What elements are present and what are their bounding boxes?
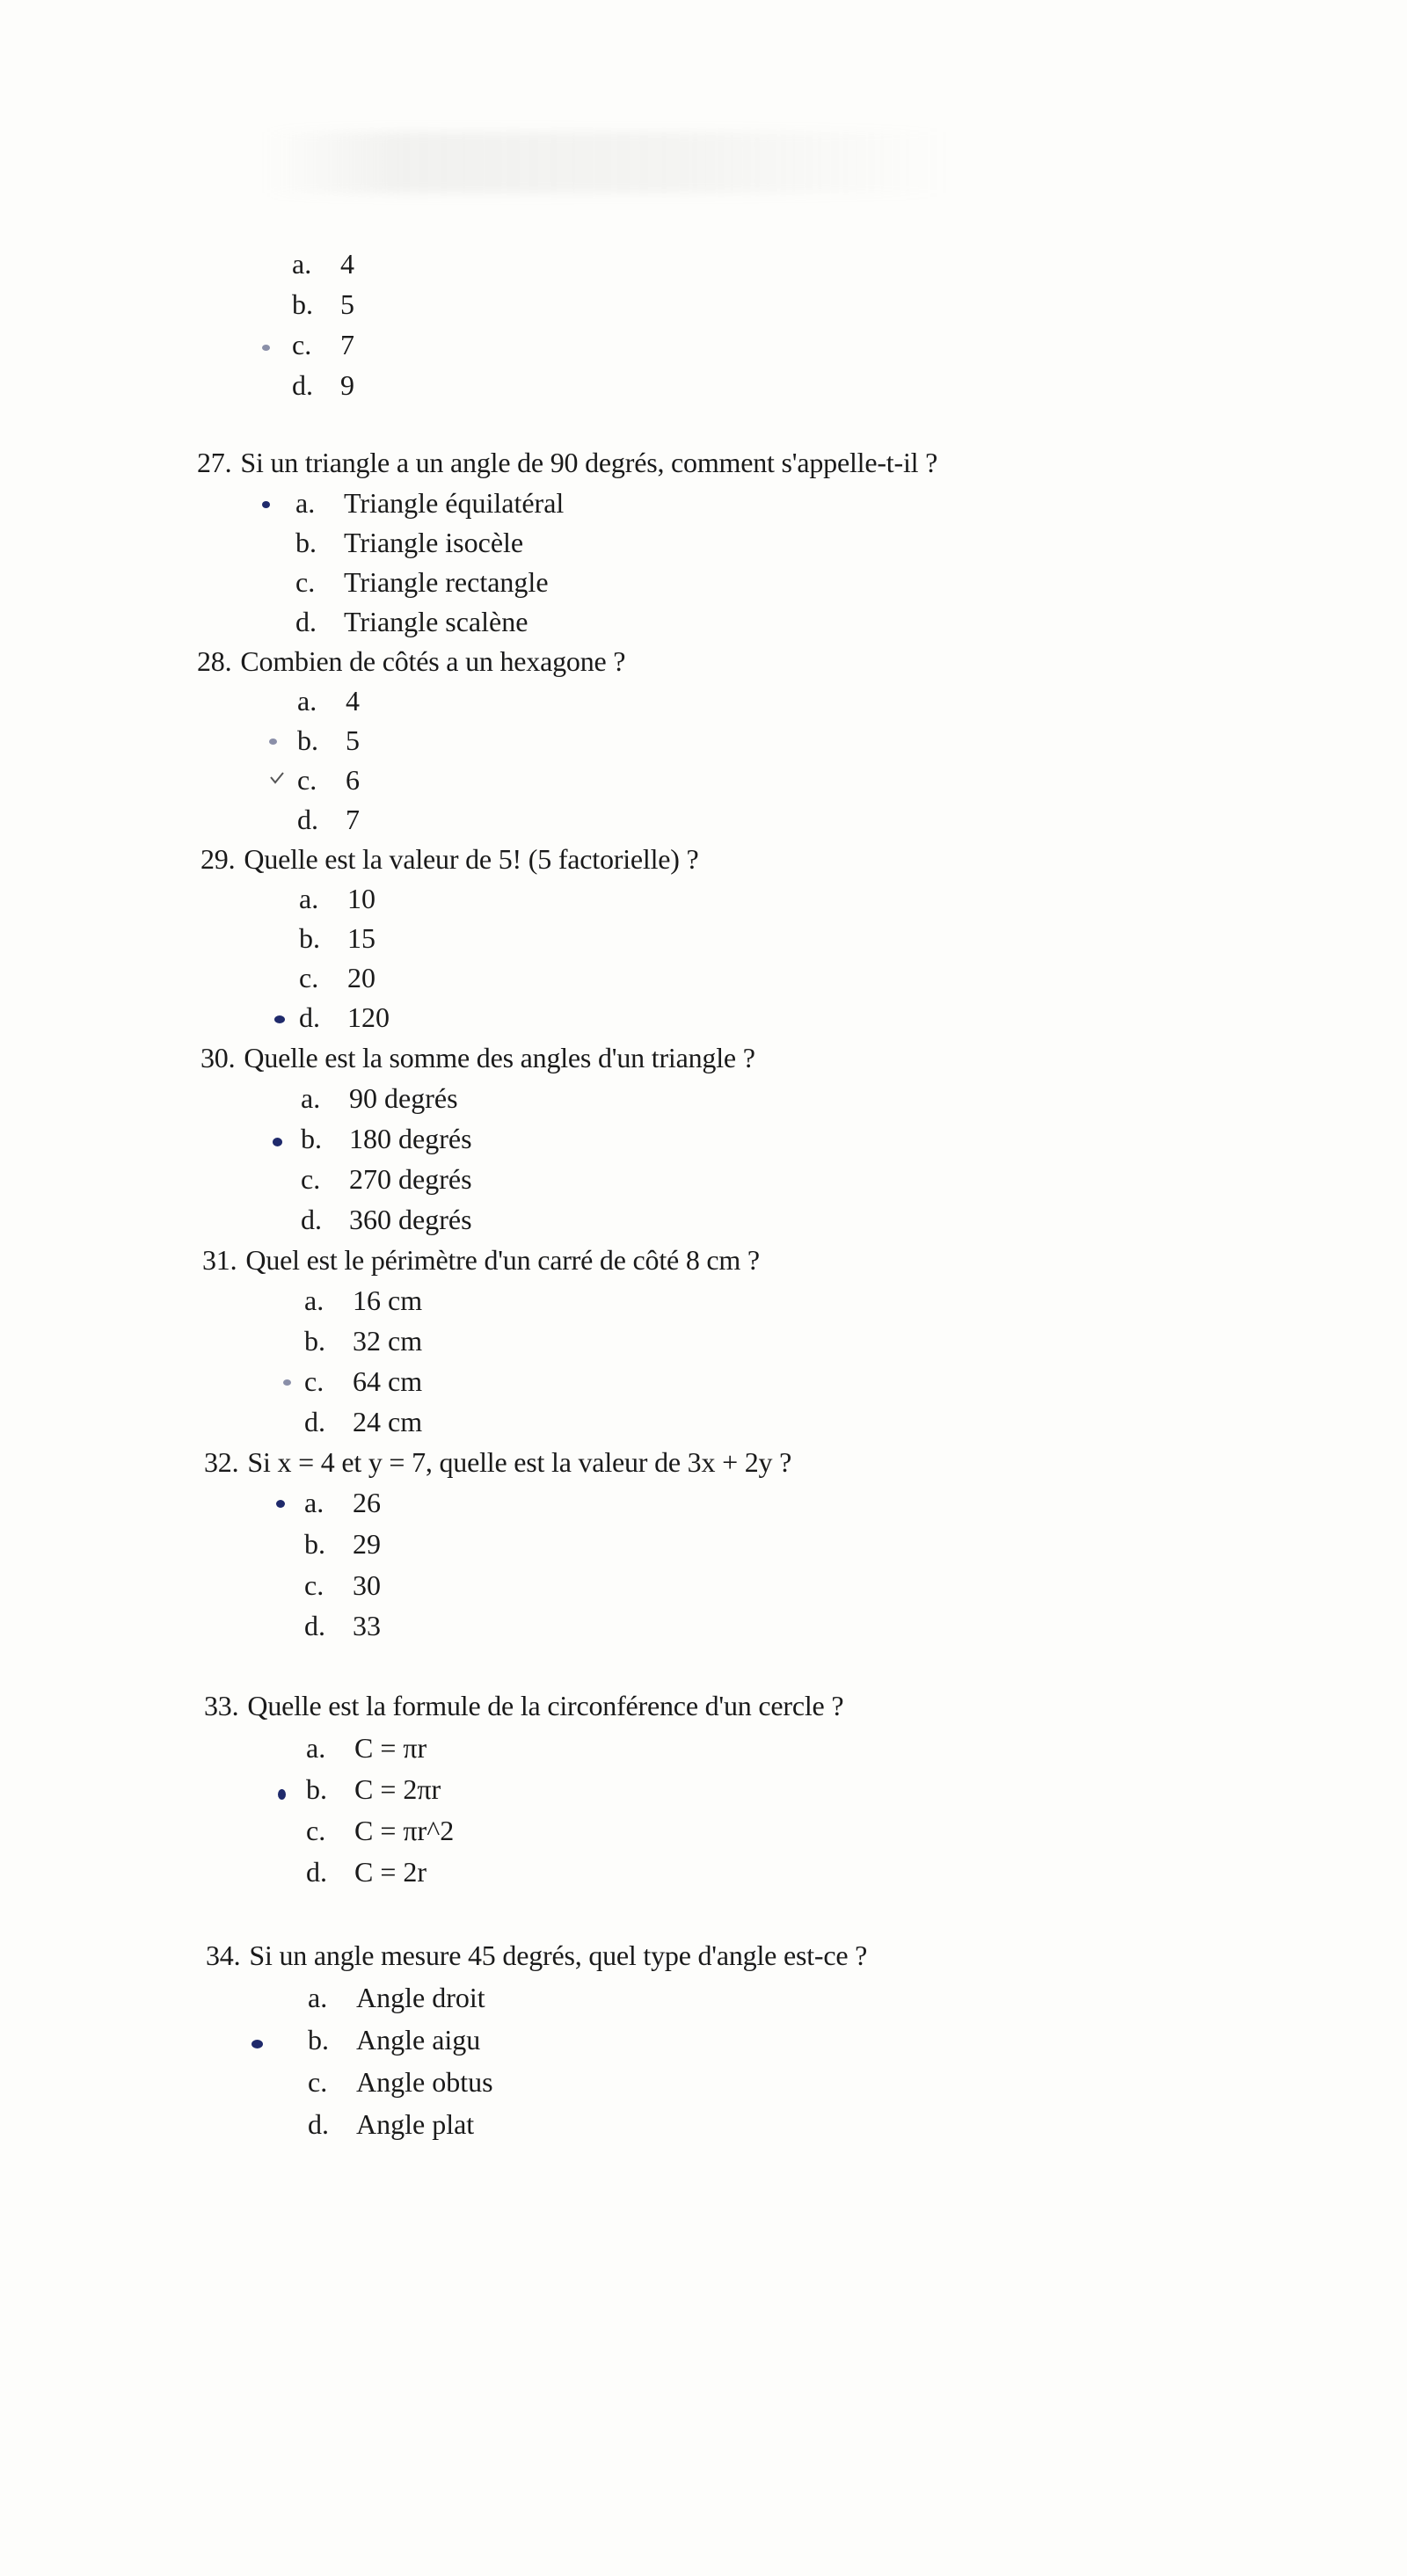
option-33a: a. C = πr: [306, 1732, 427, 1764]
option-30a: a. 90 degrés: [301, 1082, 458, 1114]
pen-mark: [276, 1500, 285, 1508]
option-31a: a. 16 cm: [304, 1284, 423, 1316]
option-29c: c. 20: [299, 962, 375, 993]
option-33d: d. C = 2r: [306, 1856, 427, 1888]
option-30c: c. 270 degrés: [301, 1163, 472, 1195]
option-27b: b. Triangle isocèle: [295, 527, 524, 558]
option-32c: c. 30: [304, 1569, 381, 1601]
checkmark-icon: [269, 770, 288, 786]
option-26d: d. 9: [292, 369, 354, 401]
option-34d: d. Angle plat: [308, 2108, 475, 2140]
option-33b: b. C = 2πr: [306, 1773, 441, 1805]
question-28-text: 28. Combien de côtés a un hexagone ?: [197, 645, 626, 677]
option-27d: d. Triangle scalène: [295, 606, 529, 637]
option-34a: a. Angle droit: [308, 1982, 485, 2013]
question-27-text: 27. Si un triangle a un angle de 90 degrés, comment s'appelle-t-il ?: [197, 447, 938, 478]
question-33-text: 33. Quelle est la formule de la circonférence d'un cercle ?: [204, 1690, 844, 1721]
option-30d: d. 360 degrés: [301, 1204, 472, 1235]
option-29d: d. 120: [299, 1001, 390, 1033]
question-30-text: 30. Quelle est la somme des angles d'un triangle ?: [200, 1042, 755, 1073]
option-28d: d. 7: [297, 804, 360, 835]
question-29-text: 29. Quelle est la valeur de 5! (5 factorielle) ?: [200, 843, 699, 875]
option-29b: b. 15: [299, 922, 375, 954]
pen-mark: [262, 501, 270, 508]
pen-mark: [262, 345, 270, 351]
pen-mark: [252, 2040, 263, 2048]
question-32-text: 32. Si x = 4 et y = 7, quelle est la valeur de 3x + 2y ?: [204, 1446, 792, 1478]
option-33c: c. C = πr^2: [306, 1815, 455, 1846]
faded-header-text: [264, 132, 950, 193]
option-27a: a. Triangle équilatéral: [295, 487, 565, 519]
option-31b: b. 32 cm: [304, 1325, 423, 1357]
option-31c: c. 64 cm: [304, 1365, 423, 1397]
option-34c: c. Angle obtus: [308, 2066, 493, 2098]
pen-mark: [269, 739, 277, 745]
option-32a: a. 26: [304, 1487, 381, 1518]
option-29a: a. 10: [299, 883, 375, 914]
option-27c: c. Triangle rectangle: [295, 566, 549, 598]
option-26a: a. 4: [292, 248, 354, 280]
option-34b: b. Angle aigu: [308, 2024, 481, 2056]
option-30b: b. 180 degrés: [301, 1123, 472, 1154]
option-28b: b. 5: [297, 724, 360, 756]
pen-mark: [274, 1015, 285, 1023]
option-26b: b. 5: [292, 288, 354, 320]
option-32b: b. 29: [304, 1528, 381, 1560]
pen-mark: [283, 1379, 291, 1386]
option-26c: c. 7: [292, 329, 354, 360]
pen-mark: [278, 1789, 286, 1800]
option-31d: d. 24 cm: [304, 1406, 423, 1437]
option-28a: a. 4: [297, 685, 360, 717]
option-32d: d. 33: [304, 1610, 381, 1641]
option-28c: c. 6: [297, 764, 360, 796]
pen-mark: [273, 1138, 282, 1146]
question-34-text: 34. Si un angle mesure 45 degrés, quel type d'angle est-ce ?: [206, 1939, 868, 1971]
question-31-text: 31. Quel est le périmètre d'un carré de côté 8 cm ?: [202, 1244, 760, 1276]
